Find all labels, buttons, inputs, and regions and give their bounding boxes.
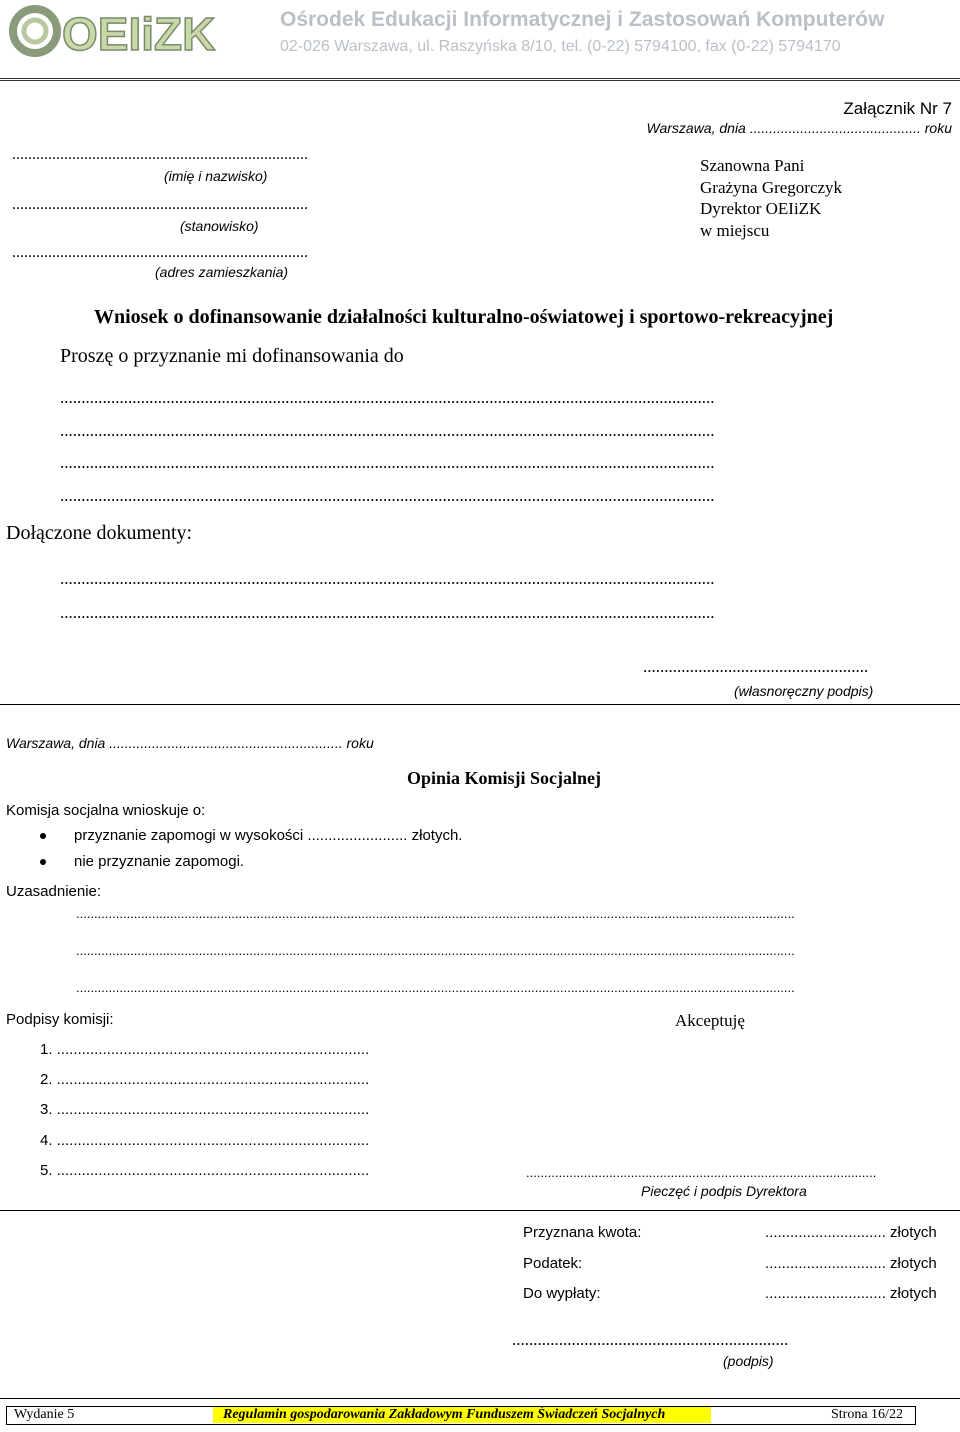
request-line-1[interactable]: ..........................................................................................................................................................: [60, 388, 715, 407]
logo-graphic: [8, 4, 220, 58]
final-signature-caption: (podpis): [723, 1353, 774, 1369]
tax-field[interactable]: ............................. złotych: [765, 1255, 937, 1272]
commission-recommends: Komisja socjalna wnioskuje o:: [6, 802, 206, 819]
position-caption: (stanowisko): [180, 218, 259, 234]
tax-label: Podatek:: [523, 1255, 583, 1272]
institution-name: Ośrodek Edukacji Informatycznej i Zastosowań Komputerów: [280, 8, 885, 31]
section-divider-1: [0, 704, 960, 705]
footer-regulation: Regulamin gospodarowania Zakładowym Funduszem Świadczeń Socjalnych: [213, 1407, 711, 1423]
commission-title: Opinia Komisji Socjalnej: [407, 768, 602, 788]
request-line-2[interactable]: ..........................................................................................................................................................: [60, 421, 715, 440]
logo-text: OEIiZK: [62, 8, 216, 58]
justification-line-1[interactable]: .......................................................................................................................................................................................................: [76, 906, 795, 921]
bullet-1: [40, 833, 46, 839]
option-deny: nie przyznanie zapomogi.: [74, 853, 245, 870]
signatures-label: Podpisy komisji:: [6, 1011, 114, 1028]
applicant-address-field[interactable]: ..........................................................................: [12, 244, 308, 261]
attachment-number: Załącznik Nr 7: [843, 99, 952, 118]
addressee-name: Grażyna Gregorczyk: [700, 177, 843, 197]
institution-address: 02-026 Warszawa, ul. Raszyńska 8/10, tel. (0-22) 5794100, fax (0-22) 5794170: [280, 38, 841, 55]
commission-signature-3[interactable]: 3. ...........................................................................: [40, 1101, 370, 1118]
addressee-greeting: Szanowna Pani: [700, 156, 805, 175]
footer-page-number: Strona 16/22: [831, 1407, 903, 1422]
addressee-block: [700, 155, 842, 241]
footer-divider: [0, 1398, 960, 1399]
commission-signature-4[interactable]: 4. ...........................................................................: [40, 1132, 370, 1149]
header-divider: [0, 78, 960, 81]
footer-edition: Wydanie 5: [14, 1407, 75, 1422]
commission-signature-1[interactable]: 1. ...........................................................................: [40, 1041, 370, 1058]
applicant-name-field[interactable]: ..........................................................................: [12, 146, 308, 163]
bullet-2: [40, 859, 46, 865]
granted-amount-label: Przyznana kwota:: [523, 1224, 642, 1241]
addressee-location: w miejscu: [700, 220, 770, 240]
name-caption: (imię i nazwisko): [164, 168, 268, 184]
justification-line-2[interactable]: .......................................................................................................................................................................................................: [76, 943, 795, 958]
oeiizk-logo: [8, 4, 220, 58]
commission-signature-5[interactable]: 5. ...........................................................................: [40, 1162, 370, 1179]
director-caption: Pieczęć i podpis Dyrektora: [641, 1183, 807, 1199]
option-grant: przyznanie zapomogi w wysokości ........................ złotych.: [74, 827, 463, 844]
request-text: Proszę o przyznanie mi dofinansowania do: [60, 345, 404, 367]
request-line-4[interactable]: ..........................................................................................................................................................: [60, 486, 715, 505]
payout-field[interactable]: ............................. złotych: [765, 1285, 937, 1302]
signature-caption: (własnoręczny podpis): [734, 683, 874, 699]
payout-label: Do wypłaty:: [523, 1285, 601, 1302]
attached-line-1[interactable]: ..........................................................................................................................................................: [60, 569, 715, 588]
commission-signature-2[interactable]: 2. ...........................................................................: [40, 1071, 370, 1088]
justification-label: Uzasadnienie:: [6, 883, 102, 900]
request-line-3[interactable]: ..........................................................................................................................................................: [60, 453, 715, 472]
attached-documents-label: Dołączone dokumenty:: [6, 522, 193, 544]
director-signature-field[interactable]: .................................................................................................: [526, 1165, 877, 1180]
final-signature-field[interactable]: .................................................................: [512, 1330, 789, 1349]
justification-line-3[interactable]: .......................................................................................................................................................................................................: [76, 980, 795, 995]
address-caption: (adres zamieszkania): [155, 264, 289, 280]
applicant-position-field[interactable]: ..........................................................................: [12, 196, 308, 213]
applicant-signature-field[interactable]: .....................................................: [643, 657, 869, 676]
form-title: Wniosek o dofinansowanie działalności kulturalno-oświatowej i sportowo-rekreacyjnej: [94, 306, 834, 328]
section-divider-2: [0, 1210, 960, 1211]
granted-amount-field[interactable]: ............................. złotych: [765, 1224, 937, 1241]
commission-date-line: Warszawa, dnia ............................................................ roku: [6, 735, 374, 751]
attached-line-2[interactable]: ..........................................................................................................................................................: [60, 603, 715, 622]
accept-label: Akceptuję: [675, 1011, 745, 1030]
place-date-line: Warszawa, dnia ............................................ roku: [646, 120, 952, 136]
addressee-title: Dyrektor OEIiZK: [700, 199, 822, 218]
